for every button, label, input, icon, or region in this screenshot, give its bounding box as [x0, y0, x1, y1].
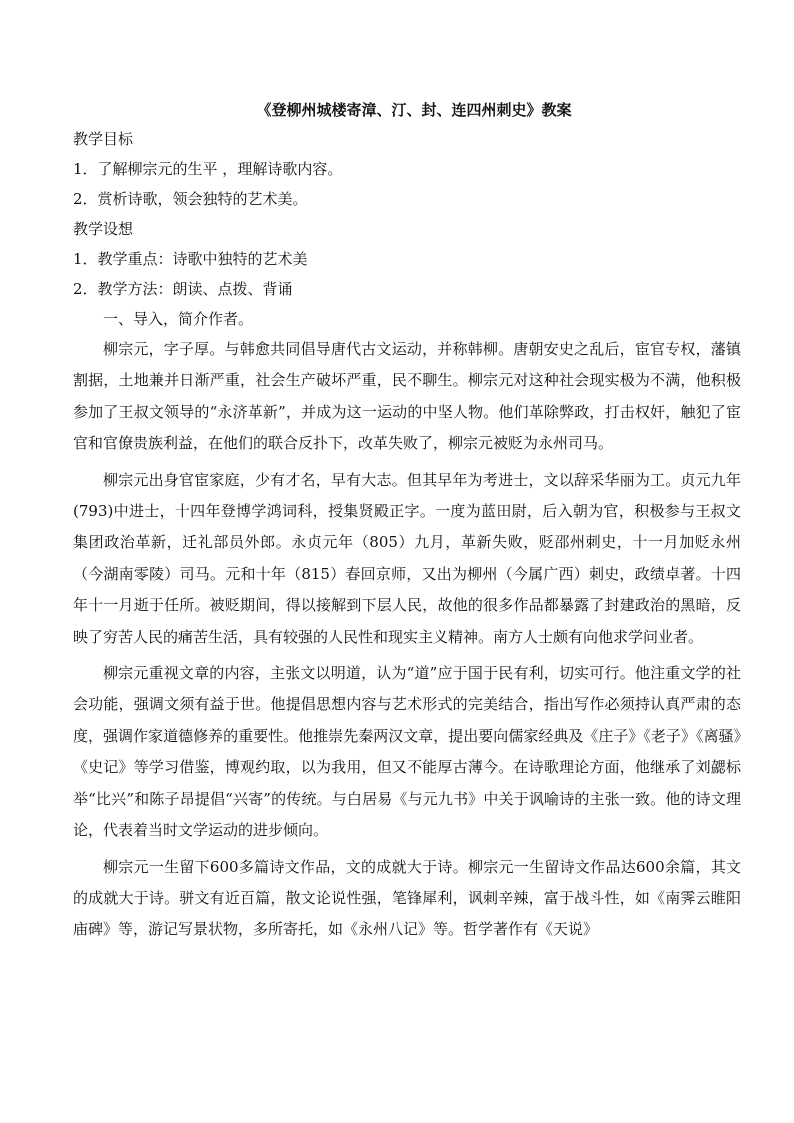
document-title: 《登柳州城楼寄漳、汀、封、连四州刺史》教案: [256, 101, 572, 119]
goal-item-2: 2．赏析诗歌，领会独特的艺术美。: [73, 190, 308, 208]
body-paragraph-2: 柳宗元出身官宦家庭，少有才名，早有大志。但其早年为考进士，文以辞采华丽为工。贞元九年(793)中进士，十四年登博学鸿词科，授集贤殿正字。一度为蓝田尉，后入朝为官，积极参与王叔文集团政治革新，迁礼部员外郎。永贞元年（805）九月，革新失败，贬邵州刺史，十一月加贬永州（今湖南零陵）司马。元和十年（815）春回京师，又出为柳州（今属广西）刺史，政绩卓著。十四年十一月逝于任所。被贬期间，得以接解到下层人民，故他的很多作品都暴露了封建政治的黑暗，反映了穷苦人民的痛苦生活，具有较强的人民性和现实主义精神。南方人士颇有向他求学问业者。: [73, 470, 741, 646]
document-body: [73, 96, 741, 946]
goal-item-1: 1．了解柳宗元的生平 ，理解诗歌内容。: [73, 160, 343, 178]
design-item-1: 1．教学重点：诗歌中独特的艺术美: [73, 250, 308, 268]
section-heading-intro: 一、导入，简介作者。: [103, 310, 254, 328]
section-heading-design: 教学设想: [73, 220, 134, 238]
body-paragraph-3: 柳宗元重视文章的内容，主张文以明道，认为“道”应于国于民有利，切实可行。他注重文学的社会功能，强调文须有益于世。他提倡思想内容与艺术形式的完美结合，指出写作必须持认真严肃的态度，强调作家道德修养的重要性。他推崇先秦两汉文章，提出要向儒家经典及《庄子》《老子》《离骚》《史记》等学习借鉴，博观约取，以为我用，但又不能厚古薄今。在诗歌理论方面，他继承了刘勰标举“比兴”和陈子昂提倡“兴寄”的传统。与白居易《与元九书》中关于讽喻诗的主张一致。他的诗文理论，代表着当时文学运动的进步倾向。: [73, 664, 741, 840]
body-paragraph-1: 柳宗元，字子厚。与韩愈共同倡导唐代古文运动，并称韩柳。唐朝安史之乱后，宦官专权，藩镇割据，土地兼并日渐严重，社会生产破坏严重，民不聊生。柳宗元对这种社会现实极为不满，他积极参加了王叔文领导的“永济革新”，并成为这一运动的中坚人物。他们革除弊政，打击权奸，触犯了宦官和官僚贵族利益，在他们的联合反扑下，改革失败了，柳宗元被贬为永州司马。: [73, 340, 741, 453]
design-item-2: 2．教学方法：朗读、点拨、背诵: [73, 280, 293, 298]
section-heading-goals: 教学目标: [73, 130, 134, 148]
body-paragraph-4: 柳宗元一生留下600多篇诗文作品，文的成就大于诗。柳宗元一生留诗文作品达600余篇，其文的成就大于诗。骈文有近百篇，散文论说性强，笔锋犀利，讽刺辛辣，富于战斗性，如《南霁云睢阳庙碑》等，游记写景状物，多所寄托，如《永州八记》等。哲学著作有《天说》: [73, 857, 741, 939]
